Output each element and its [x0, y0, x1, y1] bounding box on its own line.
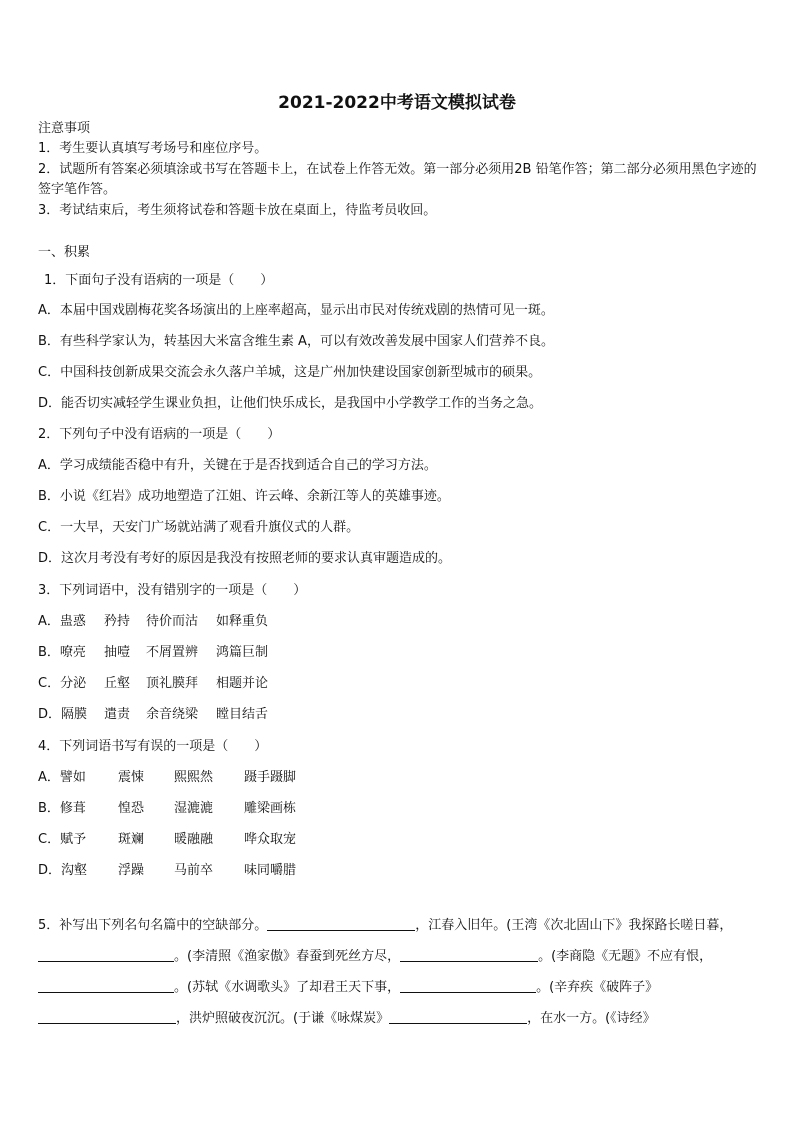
q3-d-word-1: D．隔膜 [38, 707, 88, 722]
q4-b-word-3: 湿漉漉 [174, 801, 214, 816]
q3-row-c [38, 675, 268, 693]
q3-a-word-1: A．蛊惑 [38, 614, 86, 629]
q5-text-1b: ，江春入旧年。(王湾《次北固山下》我探路长嗟日暮， [415, 918, 733, 933]
notice-item-2: 2．试题所有答案必须填涂或书写在答题卡上，在试卷上作答无效。第一部分必须用2B 铅笔作答；第二部分必须用黑色字迹的签字笔作答。 [38, 162, 757, 197]
q3-a-word-2: 矜持 [104, 614, 131, 629]
q4-b-word-4: 雕梁画栋 [244, 801, 297, 816]
q5-line-1 [38, 916, 732, 935]
q1-option-d: D．能否切实减轻学生课业负担，让他们快乐成长，是我国中小学教学工作的当务之急。 [38, 396, 543, 411]
notice-heading: 注意事项 [38, 121, 91, 136]
q5-text-4b: ，在水一方。(《诗经》 [527, 1011, 656, 1026]
q3-row-a [38, 613, 268, 631]
q5-line-2 [38, 947, 712, 966]
q5-text-3b: 。(辛弃疾《破阵子》 [536, 980, 659, 995]
q5-blank-2[interactable] [38, 947, 174, 962]
q4-b-word-2: 惶恐 [118, 801, 145, 816]
q3-a-word-3: 待价而沽 [146, 614, 199, 629]
q4-a-word-1: A．譬如 [38, 770, 86, 785]
q3-stem: 3．下列词语中，没有错别字的一项是（ ） [38, 583, 307, 598]
q2-option-a: A．学习成绩能否稳中有升，关键在于是否找到适合自己的学习方法。 [38, 458, 437, 473]
notice-item-1: 1．考生要认真填写考场号和座位序号。 [38, 141, 268, 156]
q1-option-a: A．本届中国戏剧梅花奖各场演出的上座率超高，显示出市民对传统戏剧的热情可见一斑。 [38, 303, 554, 318]
q2-option-d: D．这次月考没有考好的原因是我没有按照老师的要求认真审题造成的。 [38, 551, 452, 566]
q5-blank-4[interactable] [38, 978, 174, 993]
q5-blank-1[interactable] [267, 916, 415, 931]
q5-blank-6[interactable] [38, 1009, 176, 1024]
q4-d-word-3: 马前卒 [174, 863, 214, 878]
q4-a-word-4: 蹑手蹑脚 [244, 770, 297, 785]
q4-row-b [38, 800, 296, 818]
q4-c-word-2: 斑斓 [118, 832, 145, 847]
q4-c-word-1: C．赋予 [38, 832, 87, 847]
q5-text-4a: ，洪炉照破夜沉沉。(于谦《咏煤炭》 [176, 1011, 390, 1026]
q1-stem: 1．下面句子没有语病的一项是（ ） [44, 273, 274, 288]
q3-b-word-3: 不屑置辨 [146, 645, 199, 660]
q5-blank-3[interactable] [400, 947, 538, 962]
q5-blank-7[interactable] [389, 1009, 527, 1024]
q4-row-c [38, 831, 296, 849]
q3-c-word-1: C．分泌 [38, 676, 87, 691]
q5-line-4 [38, 1009, 656, 1028]
q4-a-word-3: 熙熙然 [174, 770, 214, 785]
q2-option-b: B．小说《红岩》成功地塑造了江姐、许云峰、余新江等人的英雄事迹。 [38, 489, 450, 504]
q5-text-3a: 。(苏轼《水调歌头》了却君王天下事， [174, 980, 401, 995]
q3-d-word-3: 余音绕梁 [146, 707, 199, 722]
q3-d-word-4: 瞠目结舌 [216, 707, 269, 722]
q4-d-word-4: 味同嚼腊 [244, 863, 297, 878]
notice-item-3: 3．考试结束后，考生须将试卷和答题卡放在桌面上，待监考员收回。 [38, 203, 437, 218]
q4-row-a [38, 769, 296, 787]
q5-text-2a: 。(李清照《渔家傲》春蚕到死丝方尽， [174, 949, 401, 964]
q4-c-word-4: 哗众取宠 [244, 832, 297, 847]
q5-line-3 [38, 978, 658, 997]
q3-d-word-2: 遣责 [104, 707, 131, 722]
q3-b-word-4: 鸿篇巨制 [216, 645, 269, 660]
q1-option-b: B．有些科学家认为，转基因大米富含维生素 A，可以有效改善发展中国家人们营养不良。 [38, 334, 554, 349]
exam-title: 2021-2022中考语文模拟试卷 [278, 93, 516, 113]
q3-c-word-3: 顶礼膜拜 [146, 676, 199, 691]
q3-row-d [38, 706, 268, 724]
q4-d-word-1: D．沟壑 [38, 863, 88, 878]
q3-b-word-1: B．嘹亮 [38, 645, 86, 660]
q5-text-1a: 5．补写出下列名句名篇中的空缺部分。 [38, 918, 268, 933]
q1-option-c: C．中国科技创新成果交流会永久落户羊城，这是广州加快建设国家创新型城市的硕果。 [38, 365, 542, 380]
q4-c-word-3: 暖融融 [174, 832, 214, 847]
q4-b-word-1: B．修葺 [38, 801, 86, 816]
q3-a-word-4: 如释重负 [216, 614, 269, 629]
q3-c-word-4: 相题并论 [216, 676, 269, 691]
section-heading: 一、积累 [38, 245, 91, 260]
q3-c-word-2: 丘壑 [104, 676, 131, 691]
q2-stem: 2．下列句子中没有语病的一项是（ ） [38, 427, 281, 442]
q3-b-word-2: 抽噎 [104, 645, 131, 660]
q4-d-word-2: 浮躁 [118, 863, 145, 878]
q2-option-c: C．一大早，天安门广场就站满了观看升旗仪式的人群。 [38, 520, 360, 535]
q4-row-d [38, 862, 296, 880]
q5-blank-5[interactable] [400, 978, 536, 993]
q4-stem: 4．下列词语书写有误的一项是（ ） [38, 739, 268, 754]
q5-text-2b: 。(李商隐《无题》不应有恨， [538, 949, 713, 964]
q4-a-word-2: 震悚 [118, 770, 145, 785]
q3-row-b [38, 644, 268, 662]
